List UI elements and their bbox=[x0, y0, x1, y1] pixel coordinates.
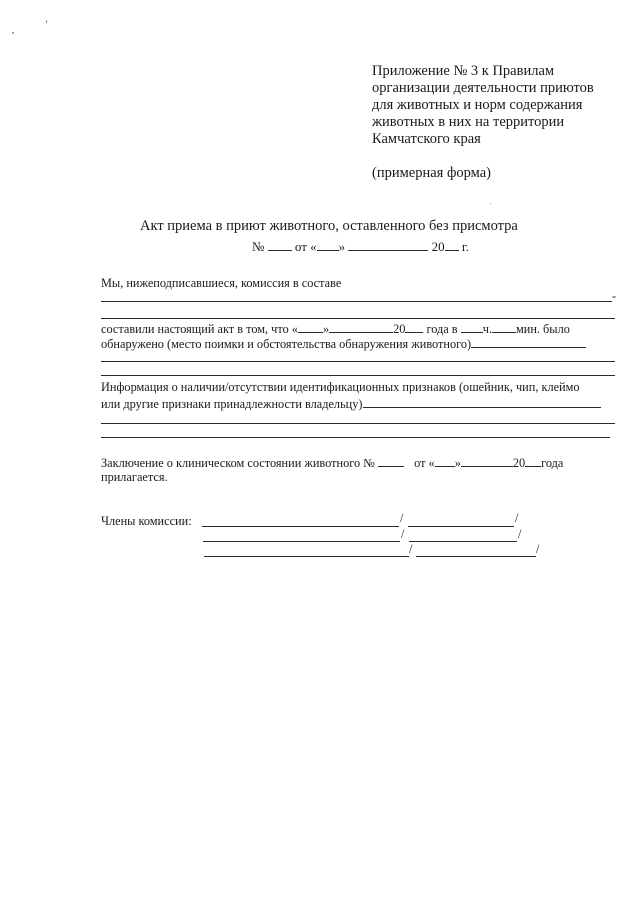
identification-blank bbox=[363, 397, 601, 408]
commission-line-dash: - bbox=[612, 289, 617, 303]
document-title: Акт приема в приют животного, оставленного без присмотра bbox=[140, 218, 518, 234]
member-3-name-line bbox=[204, 556, 409, 557]
conclusion-year: 20 bbox=[512, 456, 526, 470]
identification-line-1: Информация о наличии/отсутствии идентификационных признаков (ошейник, чип, клеймо bbox=[101, 380, 580, 394]
act-text-line-2 bbox=[101, 337, 586, 350]
member-3-end-separator: / bbox=[536, 542, 540, 556]
act-number-blank bbox=[268, 240, 292, 251]
act-hour-label: ч. bbox=[482, 322, 492, 336]
day-blank bbox=[317, 240, 339, 251]
act-year-word: года в bbox=[426, 322, 458, 336]
appendix-line-1: Приложение № 3 к Правилам bbox=[372, 63, 555, 79]
act-found-blank bbox=[471, 337, 586, 348]
appendix-line-4: животных в них на территории bbox=[372, 114, 565, 130]
form-note: (примерная форма) bbox=[372, 165, 491, 181]
scan-speck bbox=[46, 20, 47, 23]
year-prefix: 20 bbox=[431, 239, 445, 254]
member-1-end-separator: / bbox=[515, 511, 519, 525]
act-min-label: мин. было bbox=[515, 322, 570, 336]
act-day-blank bbox=[298, 322, 323, 333]
act-hour-blank bbox=[461, 322, 483, 333]
identification-line-4 bbox=[101, 437, 610, 438]
month-blank bbox=[348, 240, 428, 251]
member-2-end-separator: / bbox=[518, 527, 522, 541]
member-2-name-line bbox=[203, 541, 400, 542]
conclusion-line-2: прилагается. bbox=[101, 470, 168, 484]
quote-close: » bbox=[338, 239, 346, 254]
conclusion-number-blank bbox=[378, 456, 404, 467]
act-number-line bbox=[252, 240, 469, 253]
member-3-separator: / bbox=[409, 542, 413, 556]
identification-line-3 bbox=[101, 423, 615, 424]
identification-line-2 bbox=[101, 397, 601, 410]
appendix-line-5: Камчатского края bbox=[372, 131, 481, 147]
member-1-separator: / bbox=[400, 511, 404, 525]
conclusion-quote-close: » bbox=[454, 456, 461, 470]
act-min-blank bbox=[492, 322, 516, 333]
act-quote-close: » bbox=[322, 322, 330, 336]
conclusion-year-word: года bbox=[541, 456, 564, 470]
act-found-text: обнаружено (место поимки и обстоятельства обнаружения животного) bbox=[101, 337, 472, 351]
number-sign: № bbox=[252, 239, 265, 254]
from-label: от « bbox=[294, 239, 317, 254]
act-year-blank bbox=[405, 322, 423, 333]
conclusion-line-1 bbox=[101, 456, 563, 469]
act-line-2 bbox=[101, 375, 615, 376]
year-suffix: г. bbox=[461, 239, 470, 254]
conclusion-from: от « bbox=[414, 456, 435, 470]
commission-text: Мы, нижеподписавшиеся, комиссия в составе bbox=[101, 276, 342, 290]
member-1-signature-line bbox=[408, 526, 514, 527]
appendix-line-2: организации деятельности приютов bbox=[372, 80, 594, 96]
member-2-signature-line bbox=[409, 541, 517, 542]
act-text-line-1 bbox=[101, 322, 570, 335]
act-month-blank bbox=[329, 322, 393, 333]
scan-speck bbox=[490, 203, 491, 204]
conclusion-year-blank bbox=[525, 456, 541, 467]
commission-line-1 bbox=[101, 301, 612, 302]
identification-line-2-text: или другие признаки принадлежности владельцу) bbox=[101, 397, 363, 411]
conclusion-day-blank bbox=[435, 456, 455, 467]
conclusion-text: Заключение о клиническом состоянии животного № bbox=[101, 456, 375, 470]
member-1-name-line bbox=[202, 526, 399, 527]
members-label: Члены комиссии: bbox=[101, 514, 192, 528]
appendix-line-3: для животных и норм содержания bbox=[372, 97, 583, 113]
year-blank bbox=[445, 240, 459, 251]
act-line-1 bbox=[101, 361, 615, 362]
scan-speck bbox=[12, 32, 14, 34]
member-2-separator: / bbox=[401, 527, 405, 541]
commission-line-2 bbox=[101, 318, 615, 319]
act-text-start: составили настоящий акт в том, что « bbox=[101, 322, 298, 336]
conclusion-month-blank bbox=[461, 456, 513, 467]
member-3-signature-line bbox=[416, 556, 536, 557]
act-year: 20 bbox=[393, 322, 406, 336]
